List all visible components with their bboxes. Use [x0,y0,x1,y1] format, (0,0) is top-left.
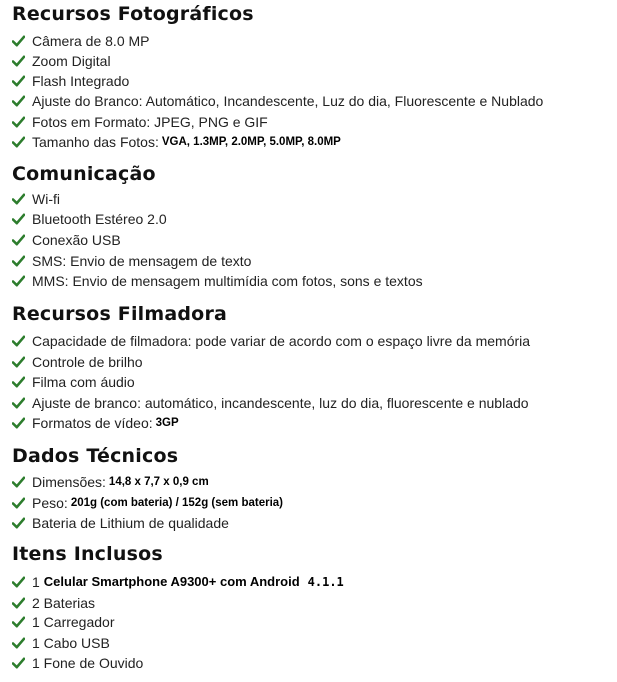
item-text: 1 Cabo USB [32,635,110,651]
list-item [12,251,251,271]
green-check-icon [12,417,25,429]
item-text: MMS: Envio de mensagem multimídia com fotos, sons e textos [32,273,423,289]
list-item [12,112,268,132]
green-check-icon [12,75,25,87]
item-text: Peso: [32,495,68,511]
list-item [12,189,60,209]
green-check-icon [12,576,25,588]
item-text: Formatos de vídeo: [32,415,153,431]
list-item [12,51,111,71]
green-check-icon [12,657,25,669]
green-check-icon [12,335,25,347]
list-item [12,393,529,413]
green-check-icon [12,136,25,148]
item-text: Controle de brilho [32,354,143,370]
list-item [12,493,283,513]
green-check-icon [12,116,25,128]
item-text: SMS: Envio de mensagem de texto [32,253,252,269]
list-item [12,352,143,372]
list-item [12,472,209,492]
list-item [12,230,121,250]
list-item [12,91,543,111]
list-item [12,271,423,291]
item-text: Dimensões: [32,474,106,490]
green-check-icon [12,376,25,388]
item-text: 1 Carregador [32,614,115,630]
green-check-icon [12,275,25,287]
item-value: 3GP [155,417,179,429]
list-item [12,31,150,51]
item-text: Bluetooth Estéreo 2.0 [32,211,167,227]
item-text: Wi-fi [32,191,60,207]
green-check-icon [12,35,25,47]
green-check-icon [12,637,25,649]
green-check-icon [12,397,25,409]
item-text: Zoom Digital [32,53,111,69]
item-value: 14,8 x 7,7 x 0,9 cm [108,476,209,488]
green-check-icon [12,616,25,628]
item-text: Fotos em Formato: JPEG, PNG e GIF [32,114,268,130]
item-text: Conexão USB [32,232,121,248]
green-check-icon [12,356,25,368]
item-text: 2 Baterias [32,595,96,611]
item-text: Câmera de 8.0 MP [32,33,150,49]
section-title-technical-data: Dados Técnicos [12,445,179,467]
section-title-included-items: Itens Inclusos [12,543,163,565]
green-check-icon [12,213,25,225]
list-item [12,513,229,533]
item-text: Flash Integrado [32,73,130,89]
section-title-camcorder-features: Recursos Filmadora [12,303,228,325]
item-value: VGA, 1.3MP, 2.0MP, 5.0MP, 8.0MP [161,136,341,148]
green-check-icon [12,234,25,246]
item-text: Filma com áudio [32,374,135,390]
green-check-icon [12,95,25,107]
list-item [12,132,341,152]
green-check-icon [12,476,25,488]
item-text: 1 Fone de Ouvido [32,655,144,671]
green-check-icon [12,517,25,529]
green-check-icon [12,193,25,205]
list-item [12,653,143,673]
item-text: Bateria de Lithium de qualidade [32,515,229,531]
item-version: 4.1.1 [307,575,344,589]
list-item [12,71,129,91]
green-check-icon [12,55,25,67]
green-check-icon [12,255,25,267]
item-text: Ajuste de branco: automático, incandescente, luz do dia, fluorescente e nublado [32,395,529,411]
item-text: Tamanho das Fotos: [32,134,159,150]
item-text: Capacidade de filmadora: pode variar de acordo com o espaço livre da memória [32,333,531,349]
list-item [12,413,179,433]
section-title-photo-features: Recursos Fotográficos [12,3,254,25]
list-item [12,633,110,653]
section-title-communication: Comunicação [12,163,156,185]
list-item [12,209,167,229]
green-check-icon [12,597,25,609]
list-item [12,372,135,392]
item-text: Ajuste do Branco: Automático, Incandescente, Luz do dia, Fluorescente e Nublado [32,93,544,109]
list-item [12,572,344,592]
item-value: Celular Smartphone A9300+ com Android [43,574,300,589]
list-item [12,331,530,351]
list-item [12,612,115,632]
green-check-icon [12,497,25,509]
list-item [12,593,95,613]
item-value: 201g (com bateria) / 152g (sem bateria) [70,497,284,509]
item-text: 1 [32,574,40,590]
